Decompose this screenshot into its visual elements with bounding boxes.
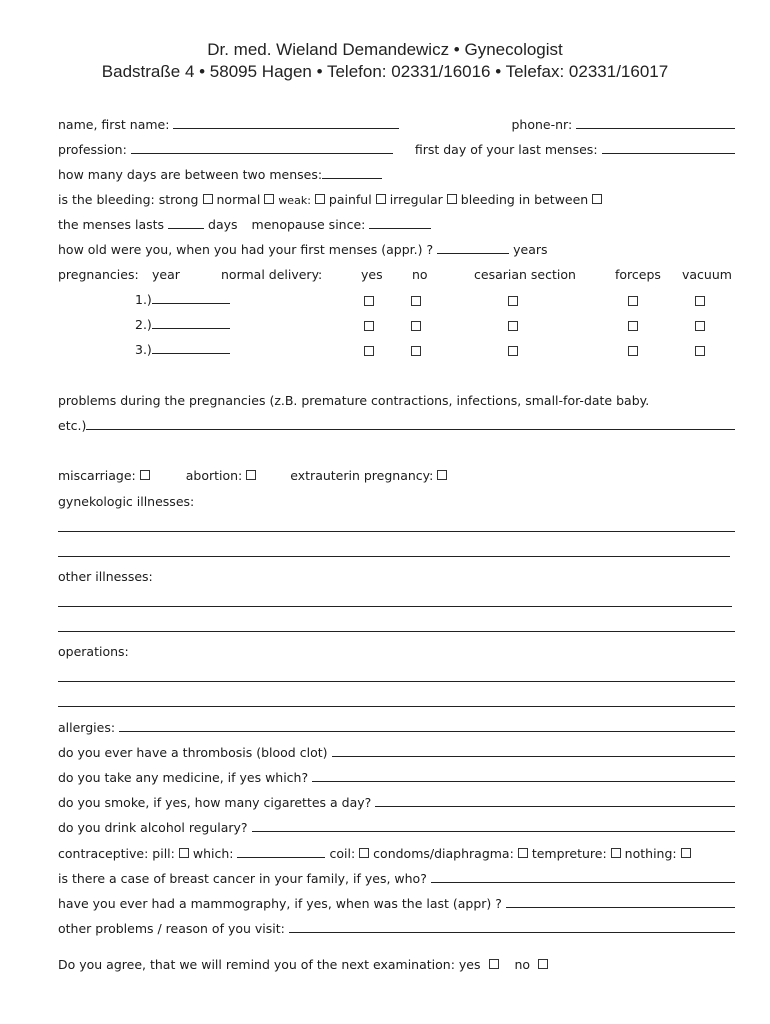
bleeding-weak-checkbox[interactable] (315, 194, 325, 204)
agree-yes-checkbox[interactable] (489, 959, 499, 969)
pregnancy-row-2-label: 2.) (135, 317, 230, 332)
menses-lasts-label: the menses lasts (58, 217, 165, 232)
problems-etc-label: etc.) (58, 418, 87, 433)
bleeding-painful-label: painful (328, 192, 372, 207)
preg2-cesarian-checkbox[interactable] (508, 321, 518, 331)
contraceptive-label: contraceptive: pill: (58, 846, 175, 861)
alcohol-row (58, 820, 735, 835)
problems-field[interactable] (86, 418, 735, 430)
coil-checkbox[interactable] (359, 848, 369, 858)
contraceptive-row (58, 846, 735, 861)
days-between-row (58, 167, 735, 182)
bleeding-strong-checkbox[interactable] (203, 194, 213, 204)
preg2-yes-checkbox[interactable] (364, 321, 374, 331)
preg1-cesarian-checkbox[interactable] (508, 296, 518, 306)
preg3-forceps-checkbox[interactable] (628, 346, 638, 356)
col-cesarian: cesarian section (474, 267, 576, 282)
miscarriage-checkbox[interactable] (140, 470, 150, 480)
breast-cancer-row (58, 871, 735, 886)
preg2-vacuum-checkbox[interactable] (695, 321, 705, 331)
bleeding-strong-label: strong (158, 192, 199, 207)
preg1-no-checkbox[interactable] (411, 296, 421, 306)
preg1-forceps-checkbox[interactable] (628, 296, 638, 306)
thrombosis-label: do you ever have a thrombosis (blood clot) (58, 745, 328, 760)
other-ill-row (58, 569, 735, 584)
other-ill-field-1[interactable] (58, 605, 732, 607)
other-problems-label: other problems / reason of you visit: (58, 921, 285, 936)
which-field[interactable] (237, 846, 325, 858)
bleeding-normal-checkbox[interactable] (264, 194, 274, 204)
phone-field[interactable] (576, 117, 735, 129)
name-label: name, first name: (58, 117, 170, 132)
miscarriage-row (58, 468, 735, 483)
pregnancy-row-1-year-field[interactable] (152, 292, 230, 304)
smoke-label: do you smoke, if yes, how many cigarettes a day? (58, 795, 372, 810)
pregnancy-row-3-year-field[interactable] (152, 342, 230, 354)
medicine-row (58, 770, 735, 785)
other-problems-row (58, 921, 735, 936)
pill-checkbox[interactable] (179, 848, 189, 858)
thrombosis-field[interactable] (332, 745, 736, 757)
problems-label: problems during the pregnancies (z.B. premature contractions, infections, small-for-date baby. (58, 393, 650, 408)
agree-no-label: no (514, 957, 531, 972)
first-menses-label: how old were you, when you had your first menses (appr.) ? (58, 242, 434, 257)
bleeding-row (58, 192, 735, 207)
coil-label: coil: (329, 846, 356, 861)
first-day-label: first day of your last menses: (414, 142, 598, 157)
preg2-no-checkbox[interactable] (411, 321, 421, 331)
operations-field-1[interactable] (58, 680, 735, 682)
phone-label: phone-nr: (511, 117, 573, 132)
nothing-label: nothing: (624, 846, 677, 861)
miscarriage-label: miscarriage: (58, 468, 136, 483)
days-label: days (208, 217, 238, 232)
breast-cancer-field[interactable] (431, 871, 735, 883)
allergies-label: allergies: (58, 720, 116, 735)
bleeding-normal-label: normal (216, 192, 261, 207)
smoke-row (58, 795, 735, 810)
col-yes: yes (361, 267, 383, 282)
smoke-field[interactable] (375, 795, 735, 807)
mammography-row (58, 896, 735, 911)
days-between-label: how many days are between two menses: (58, 167, 323, 182)
profession-row (58, 142, 735, 157)
thrombosis-row (58, 745, 735, 760)
mammography-label: have you ever had a mammography, if yes, when was the last (appr) ? (58, 896, 502, 911)
which-label: which: (192, 846, 234, 861)
preg2-forceps-checkbox[interactable] (628, 321, 638, 331)
condoms-label: condoms/diaphragma: (373, 846, 514, 861)
tempreture-checkbox[interactable] (611, 848, 621, 858)
col-normal-delivery: normal delivery: (221, 267, 323, 282)
menopause-field[interactable] (369, 217, 431, 229)
problems-etc-row (58, 418, 735, 433)
other-ill-field-2[interactable] (58, 630, 735, 632)
tempreture-label: tempreture: (531, 846, 607, 861)
gyn-field-1[interactable] (58, 530, 735, 532)
pregnancy-row-2-year-field[interactable] (152, 317, 230, 329)
condoms-checkbox[interactable] (518, 848, 528, 858)
days-between-field[interactable] (322, 167, 382, 179)
extrauterin-checkbox[interactable] (437, 470, 447, 480)
gyn-row (58, 494, 735, 509)
profession-label: profession: (58, 142, 127, 157)
preg3-vacuum-checkbox[interactable] (695, 346, 705, 356)
doctor-address: Badstraße 4 • 58095 Hagen • Telefon: 02331/16016 • Telefax: 02331/16017 (101, 62, 669, 81)
operations-row (58, 644, 735, 659)
mammography-field[interactable] (506, 896, 735, 908)
bleeding-irregular-checkbox[interactable] (447, 194, 457, 204)
pregnancy-row-1-label: 1.) (135, 292, 230, 307)
alcohol-field[interactable] (252, 820, 735, 832)
breast-cancer-label: is there a case of breast cancer in your family, if yes, who? (58, 871, 427, 886)
agree-no-checkbox[interactable] (538, 959, 548, 969)
pregnancies-label: pregnancies: (58, 267, 139, 282)
doctor-title: Dr. med. Wieland Demandewicz • Gynecologist (207, 40, 563, 59)
preg3-yes-checkbox[interactable] (364, 346, 374, 356)
problems-row (58, 393, 735, 408)
operations-field-2[interactable] (58, 705, 735, 707)
other-problems-field[interactable] (289, 921, 735, 933)
first-menses-row (58, 242, 735, 257)
preg1-yes-checkbox[interactable] (364, 296, 374, 306)
nothing-checkbox[interactable] (681, 848, 691, 858)
col-forceps: forceps (615, 267, 661, 282)
extrauterin-label: extrauterin pregnancy: (290, 468, 434, 483)
allergies-row (58, 720, 735, 735)
medicine-label: do you take any medicine, if yes which? (58, 770, 309, 785)
name-field[interactable] (173, 117, 399, 129)
allergies-field[interactable] (119, 720, 735, 732)
col-no: no (412, 267, 428, 282)
col-vacuum: vacuum (682, 267, 732, 282)
operations-label: operations: (58, 644, 129, 659)
pregnancy-row-3-label: 3.) (135, 342, 230, 357)
other-ill-label: other illnesses: (58, 569, 153, 584)
years-label: years (513, 242, 548, 257)
menopause-label: menopause since: (251, 217, 366, 232)
bleeding-weak-label: weak: (278, 194, 311, 207)
medicine-field[interactable] (312, 770, 735, 782)
agree-yes-label: yes (458, 957, 481, 972)
gyn-field-2[interactable] (58, 555, 730, 557)
bleeding-between-checkbox[interactable] (592, 194, 602, 204)
preg3-no-checkbox[interactable] (411, 346, 421, 356)
gyn-label: gynekologic illnesses: (58, 494, 195, 509)
abortion-checkbox[interactable] (246, 470, 256, 480)
bleeding-label: is the bleeding: (58, 192, 155, 207)
abortion-label: abortion: (185, 468, 243, 483)
preg3-cesarian-checkbox[interactable] (508, 346, 518, 356)
preg1-vacuum-checkbox[interactable] (695, 296, 705, 306)
menses-lasts-field[interactable] (168, 217, 204, 229)
first-day-field[interactable] (602, 142, 735, 154)
menses-row (58, 217, 735, 232)
bleeding-painful-checkbox[interactable] (376, 194, 386, 204)
first-menses-field[interactable] (437, 242, 509, 254)
col-year: year (152, 267, 180, 282)
alcohol-label: do you drink alcohol regulary? (58, 820, 248, 835)
bleeding-between-label: bleeding in between (460, 192, 589, 207)
profession-field[interactable] (131, 142, 393, 154)
agree-row (58, 957, 735, 972)
agree-label: Do you agree, that we will remind you of the next examination: (58, 957, 455, 972)
bleeding-irregular-label: irregular (389, 192, 443, 207)
name-row (58, 117, 735, 132)
